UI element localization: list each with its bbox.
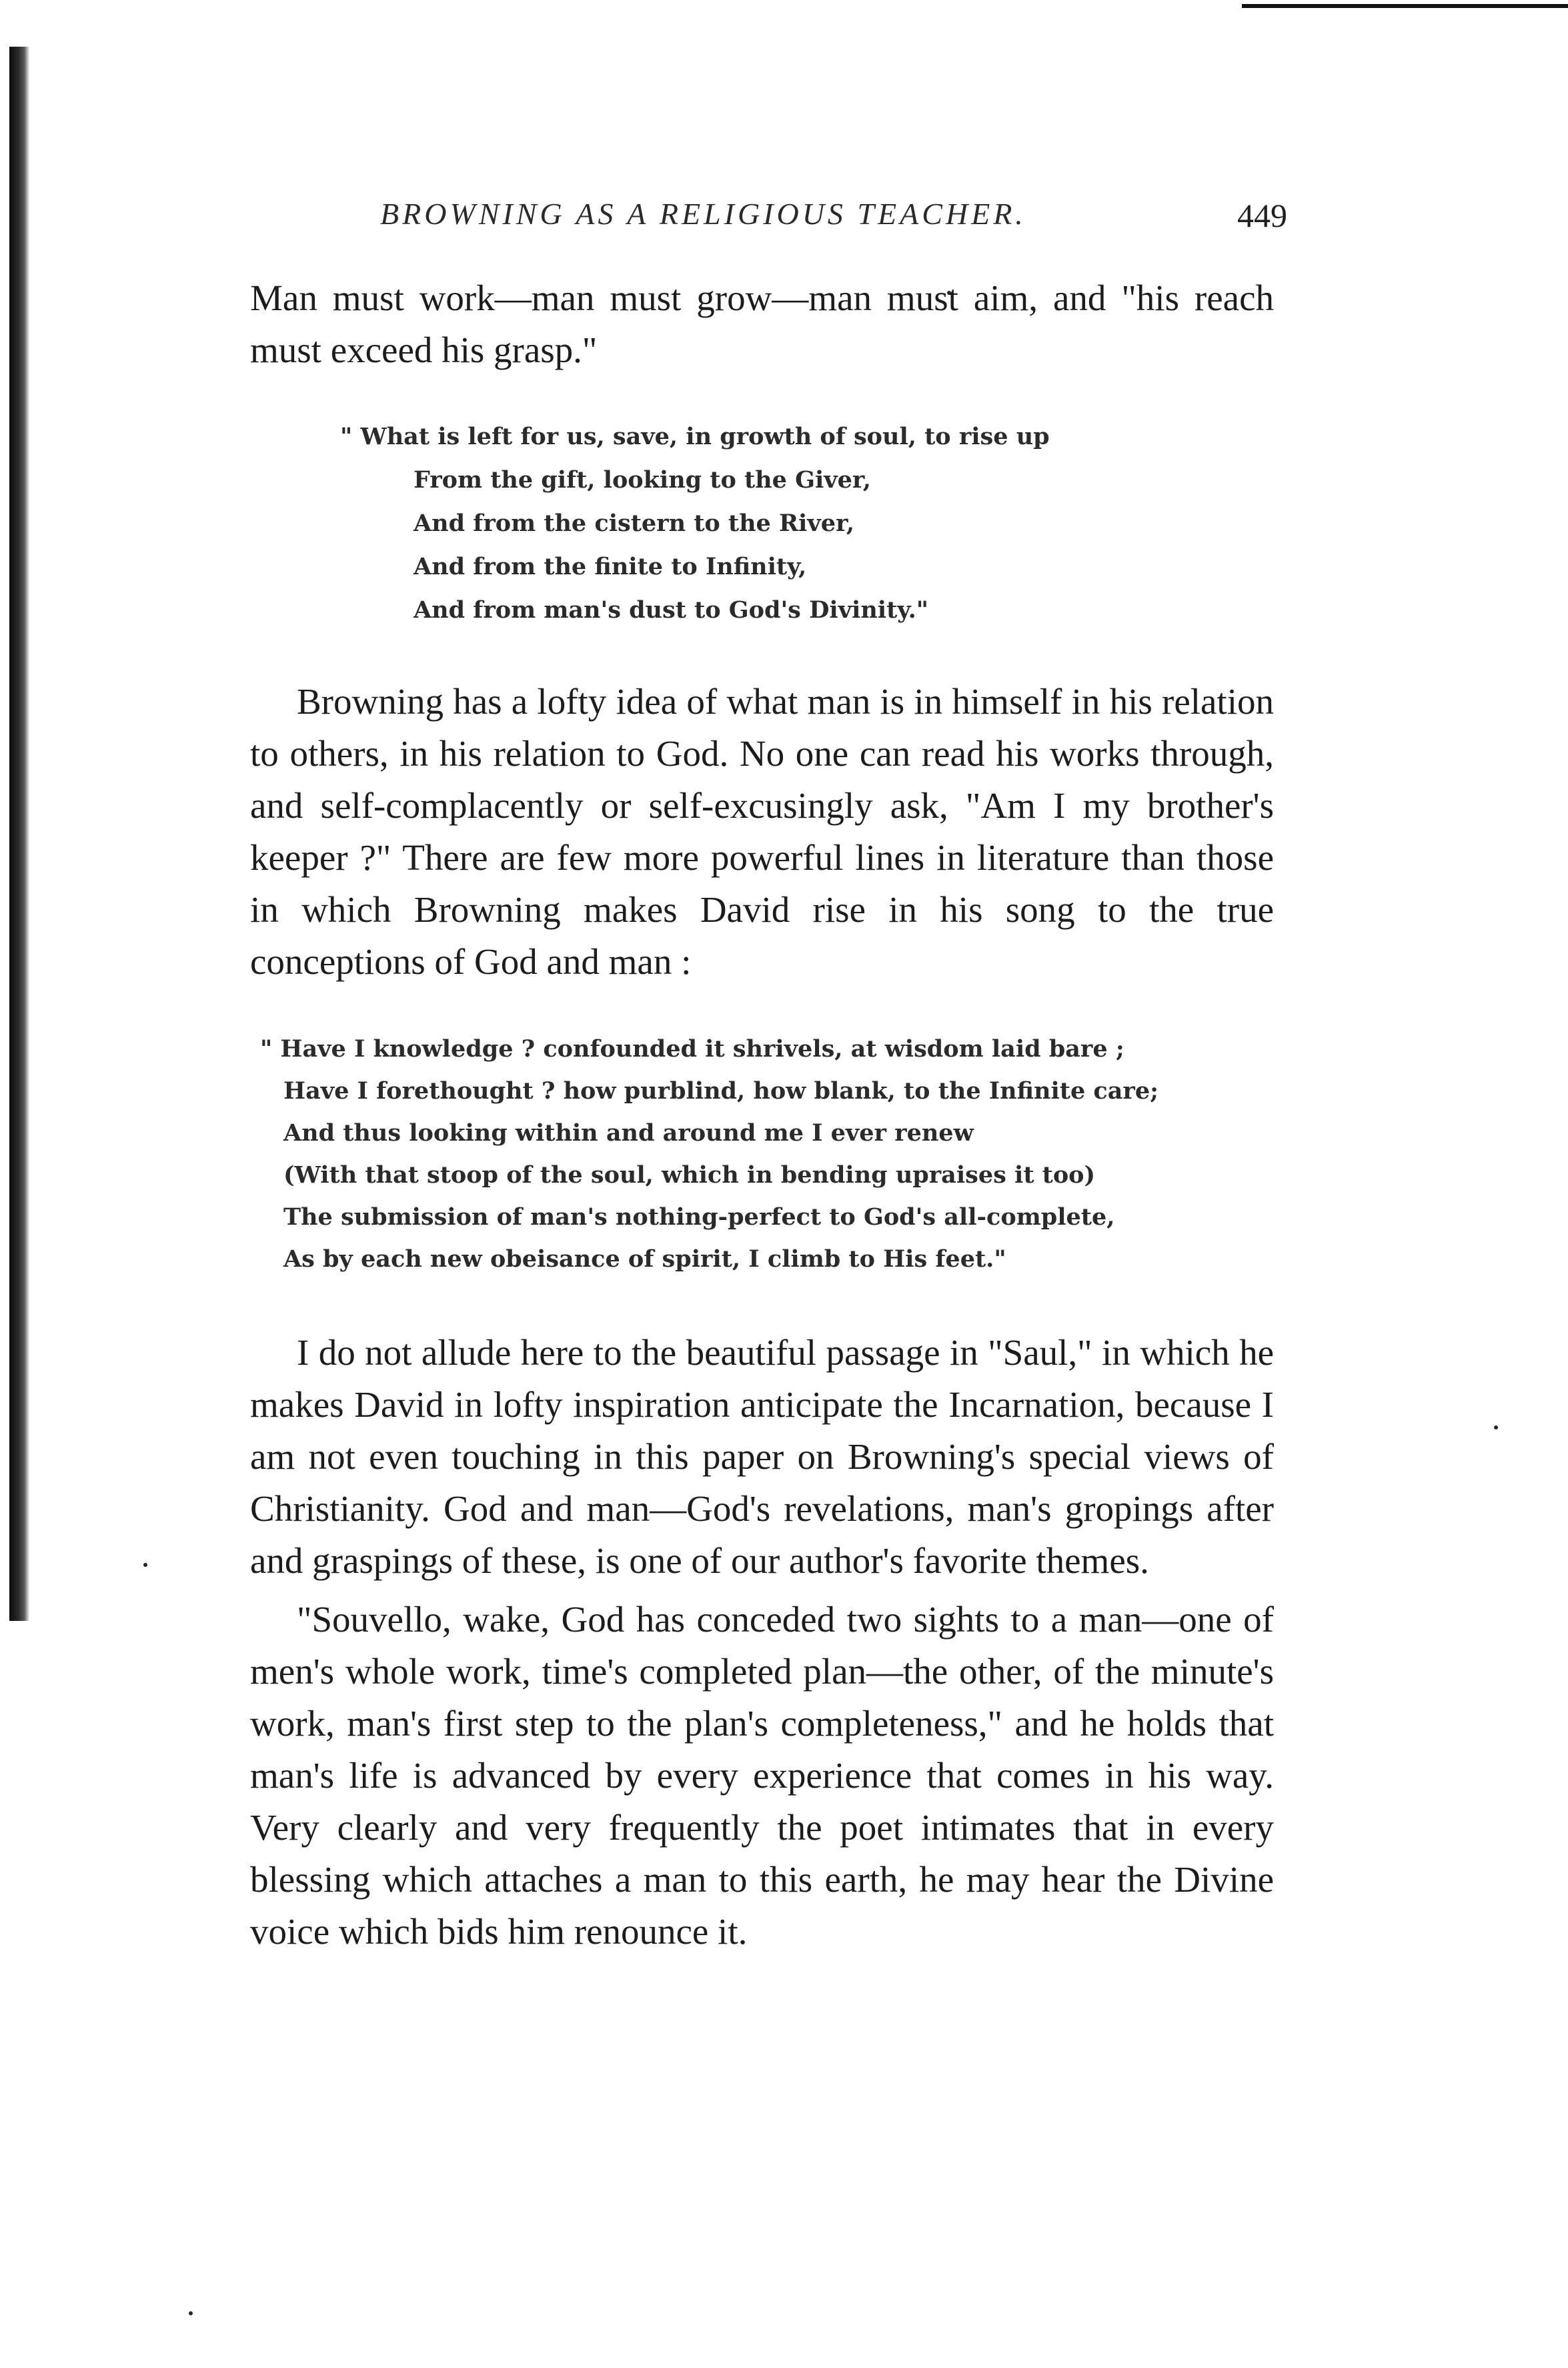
poem-quotation [260, 1028, 1274, 1280]
poem-line: And from the finite to Infinity, [414, 553, 807, 580]
poem-line: Have I forethought ? how purblind, how blank, to the Infinite care; [283, 1077, 1159, 1105]
poem-line: (With that stoop of the soul, which in bending upraises it too) [283, 1161, 1096, 1189]
paragraph: Browning has a lofty idea of what man is in himself in his relation to others, in his relation to God. No one can read his works through, and self-complacently or self-excusingly ask, "Am I my brother's keeper ?" There are few more powerful lines in literature than those in which Browning makes David rise in his song to the true conceptions of God and man : [250, 681, 1274, 982]
poem-line: And thus looking within and around me I ever renew [283, 1119, 974, 1147]
paragraph: Man must work—man must grow—man must aim, and "his reach must exceed his grasp." [250, 277, 1274, 370]
poem-line: " What is left for us, save, in growth of soul, to rise up [340, 423, 1050, 450]
scan-speck [143, 1563, 147, 1567]
scan-binding-edge [9, 47, 29, 1621]
poem-line: From the gift, looking to the Giver, [414, 466, 871, 494]
poem-line: " Have I knowledge ? confounded it shrivels, at wisdom laid bare ; [260, 1035, 1124, 1063]
page-body [250, 272, 1274, 1958]
page-header [247, 196, 1287, 249]
scan-speck [189, 2311, 193, 2315]
page-number: 449 [1237, 197, 1287, 234]
poem-quotation [340, 415, 1274, 632]
paragraph: I do not allude here to the beautiful passage in "Saul," in which he makes David in lofty inspiration anticipate the Incarnation, because I am not even touching in this paper on Browning's special views of Christianity. God and man—God's revelations, man's gropings after and graspings of these, is one of our author's favorite themes. [250, 1332, 1274, 1581]
poem-line: And from the cistern to the River, [414, 510, 855, 537]
poem-line: And from man's dust to God's Divinity." [414, 596, 928, 624]
running-title: BROWNING AS A RELIGIOUS TEACHER. [380, 197, 1026, 231]
scan-speck [1494, 1425, 1498, 1429]
poem-line: As by each new obeisance of spirit, I climb to His feet." [283, 1245, 1006, 1273]
poem-line: The submission of man's nothing-perfect to God's all-complete, [283, 1203, 1115, 1231]
scan-top-rule [1242, 4, 1568, 8]
paragraph: "Souvello, wake, God has conceded two sights to a man—one of men's whole work, time's completed plan—the other, of the minute's work, man's first step to the plan's completeness," and he holds that man's life is advanced by every experience that comes in his way. Very clearly and very frequently the poet intimates that in every blessing which attaches a man to this earth, he may hear the Divine voice which bids him renounce it. [250, 1599, 1274, 1952]
